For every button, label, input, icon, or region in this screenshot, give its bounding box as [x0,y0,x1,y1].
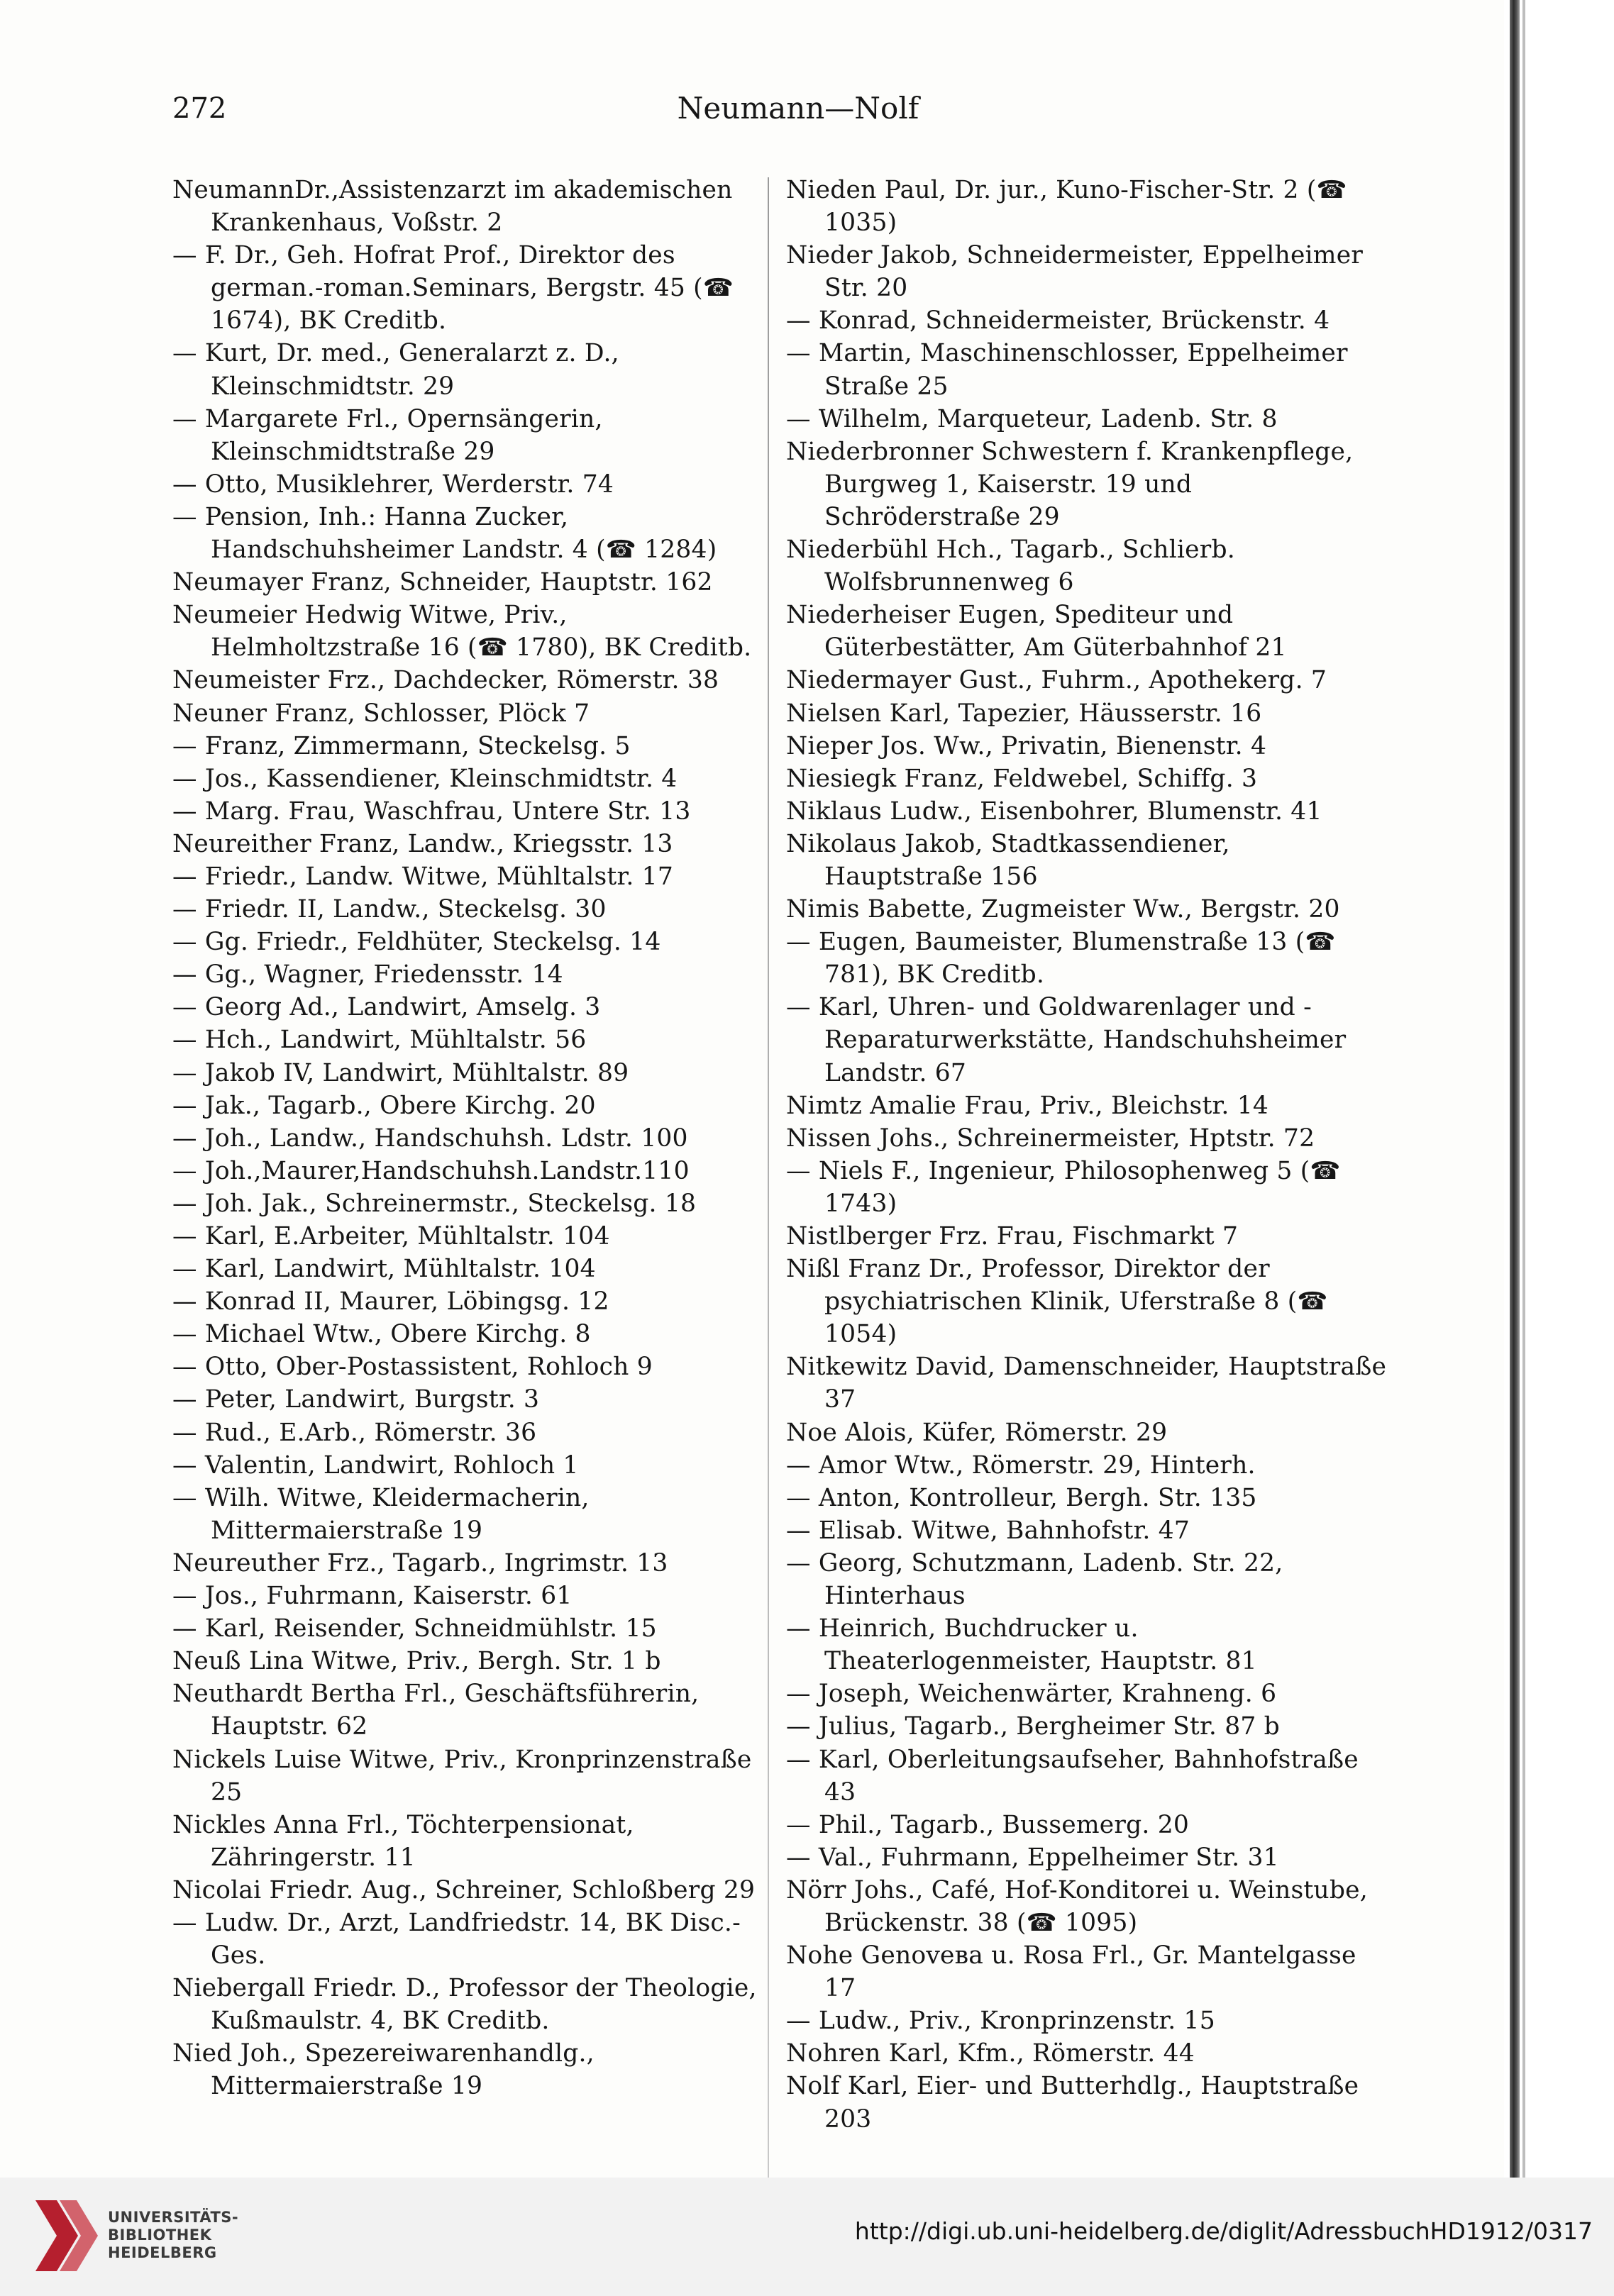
directory-entry: — Konrad II, Maurer, Löbingsg. 12 [172,1287,609,1316]
directory-entry: Nohren Karl, Kfm., Römerstr. 44 [786,2039,1195,2068]
directory-entry: Neuß Lina Witwe, Priv., Bergh. Str. 1 b [172,1647,661,1676]
directory-entry: Nickles Anna Frl., Töchterpensionat, Zähringerstr. 11 [172,1810,634,1872]
directory-entry: Niesiegk Franz, Feldwebel, Schiffg. 3 [786,764,1258,793]
directory-entry: Nielsen Karl, Tapezier, Häusserstr. 16 [786,699,1262,728]
directory-entry: — Jak., Tagarb., Obere Kirchg. 20 [172,1091,596,1120]
directory-entry: Nimtz Amalie Frau, Priv., Bleichstr. 14 [786,1091,1269,1120]
directory-entry: Nied Joh., Spezereiwarenhandlg., Mittermaierstraße 19 [172,2039,595,2101]
directory-entry: — Jos., Kassendiener, Kleinschmidtstr. 4 [172,764,678,793]
library-name-line3: HEIDELBERG [108,2244,217,2261]
directory-entry: — Val., Fuhrmann, Eppelheimer Str. 31 [786,1843,1279,1872]
directory-entry: — Jos., Fuhrmann, Kaiserstr. 61 [172,1582,573,1611]
directory-entry: Neuthardt Bertha Frl., Geschäftsführerin, Hauptstr. 62 [172,1680,700,1741]
directory-entry: — Niels F., Ingenieur, Philosophenweg 5 (☎ 1743) [786,1156,1341,1218]
scan-edge [1504,0,1614,2178]
directory-entry: — Heinrich, Buchdrucker u. Theaterlogenmeister, Hauptstr. 81 [786,1614,1257,1676]
directory-entry: Neuner Franz, Schlosser, Plöck 7 [172,699,590,728]
directory-entry: — Karl, Reisender, Schneidmühlstr. 15 [172,1614,657,1643]
library-name-line2: BIBLIOTHEK [108,2226,212,2244]
directory-entry: Nißl Franz Dr., Professor, Direktor der psychiatrischen Klinik, Uferstraße 8 (☎ 1054) [786,1255,1328,1349]
directory-entry: Nörr Johs., Café, Hof-Konditorei u. Weinstube, Brückenstr. 38 (☎ 1095) [786,1875,1368,1937]
directory-entry: — Valentin, Landwirt, Rohloch 1 [172,1451,579,1480]
directory-entry: — Joh., Landw., Handschuhsh. Ldstr. 100 [172,1124,688,1153]
directory-entry: — Joh.,Maurer,Handschuhsh.Landstr.110 [172,1156,690,1185]
directory-entry: — Gg. Friedr., Feldhüter, Steckelsg. 14 [172,928,661,957]
directory-entry: — Martin, Maschinenschlosser, Eppelheimer Straße 25 [786,339,1348,401]
directory-entry: — Eugen, Baumeister, Blumenstraße 13 (☎ 781), BK Creditb. [786,928,1336,989]
directory-entry: — Otto, Ober-Postassistent, Rohloch 9 [172,1353,653,1382]
directory-entry: Nissen Johs., Schreinermeister, Hptstr. 72 [786,1124,1315,1153]
directory-entry: — Michael Wtw., Obere Kirchg. 8 [172,1320,591,1349]
permalink-url[interactable]: http://digi.ub.uni-heidelberg.de/diglit/AdressbuchHD1912/0317 [854,2217,1593,2245]
directory-entry: Nieden Paul, Dr. jur., Kuno-Fischer-Str. 2 (☎ 1035) [786,176,1347,238]
directory-entry: — Pension, Inh.: Hanna Zucker, Handschuhsheimer Landstr. 4 (☎ 1284) [172,502,717,565]
directory-entry: Neumeister Frz., Dachdecker, Römerstr. 38 [172,666,719,695]
directory-entry: Niederbühl Hch., Tagarb., Schlierb. Wolfsbrunnenweg 6 [786,536,1235,597]
directory-entry: — F. Dr., Geh. Hofrat Prof., Direktor des german.-roman.Seminars, Bergstr. 45 (☎ 1674), BK Creditb. [172,241,734,335]
directory-entry: — Gg., Wagner, Friedensstr. 14 [172,960,563,989]
directory-entry: Niedermayer Gust., Fuhrm., Apothekerg. 7 [786,666,1327,695]
directory-entry: — Ludw., Priv., Kronprinzenstr. 15 [786,2007,1215,2036]
directory-entry: Nikolaus Jakob, Stadtkassendiener, Hauptstraße 156 [786,829,1230,891]
directory-entry: — Karl, Oberleitungsaufseher, Bahnhofstraße 43 [786,1745,1359,1807]
directory-entry: Nitkewitz David, Damenschneider, Hauptstraße 37 [786,1353,1387,1414]
running-head: Neumann—Nolf [677,91,919,126]
directory-entry: — Phil., Tagarb., Bussemerg. 20 [786,1810,1190,1839]
directory-entry: NeumannDr.,Assistenzarzt im akademischen Krankenhaus, Voßstr. 2 [172,176,733,238]
directory-entry: — Rud., E.Arb., Römerstr. 36 [172,1418,537,1447]
directory-entry: — Hch., Landwirt, Mühltalstr. 56 [172,1026,587,1055]
directory-entry: — Franz, Zimmermann, Steckelsg. 5 [172,731,631,760]
directory-entry: Nolf Karl, Eier- und Butterhdlg., Hauptstraße 203 [786,2072,1359,2134]
directory-entry: — Amor Wtw., Römerstr. 29, Hinterh. [786,1451,1256,1480]
left-column [172,174,768,2103]
directory-entry: — Elisab. Witwe, Bahnhofstr. 47 [786,1516,1190,1545]
page-number: 272 [172,92,227,125]
directory-entry: Neureuther Frz., Tagarb., Ingrimstr. 13 [172,1548,668,1577]
directory-entry: Noe Alois, Küfer, Römerstr. 29 [786,1418,1168,1447]
directory-entry: — Konrad, Schneidermeister, Brückenstr. 4 [786,306,1330,335]
scan-edge-shadow [1510,0,1520,2178]
directory-entry: Nistlberger Frz. Frau, Fischmarkt 7 [786,1222,1239,1250]
directory-entry: Nickels Luise Witwe, Priv., Kronprinzenstraße 25 [172,1745,752,1807]
library-name[interactable] [108,2209,238,2262]
column-divider [768,177,769,2192]
directory-entry: — Georg Ad., Landwirt, Amselg. 3 [172,993,601,1022]
directory-entry: Nohe Genovева u. Rosa Frl., Gr. Mantelgasse 17 [786,1941,1356,2003]
directory-entry: — Jakob IV, Landwirt, Mühltalstr. 89 [172,1058,629,1087]
directory-entry: — Joh. Jak., Schreinermstr., Steckelsg. 18 [172,1189,697,1218]
directory-entry: — Karl, E.Arbeiter, Mühltalstr. 104 [172,1222,610,1250]
directory-entry: — Wilh. Witwe, Kleidermacherin, Mittermaierstraße 19 [172,1483,590,1545]
footer-bar [0,2178,1614,2296]
directory-entry: — Karl, Landwirt, Mühltalstr. 104 [172,1255,596,1284]
directory-entry: Niklaus Ludw., Eisenbohrer, Blumenstr. 41 [786,797,1322,826]
directory-entry: Niederbronner Schwestern f. Krankenpflege, Burgweg 1, Kaiserstr. 19 und Schröderstraße 29 [786,437,1354,531]
directory-entry: — Julius, Tagarb., Bergheimer Str. 87 b [786,1712,1280,1741]
directory-entry: — Joseph, Weichenwärter, Krahneng. 6 [786,1680,1277,1709]
directory-entry: — Karl, Uhren- und Goldwarenlager und -Reparaturwerkstätte, Handschuhsheimer Landstr. 67 [786,993,1347,1087]
university-library-logo-icon [35,2200,98,2271]
directory-entry: Nieder Jakob, Schneidermeister, Eppelheimer Str. 20 [786,241,1364,303]
directory-entry: — Margarete Frl., Opernsängerin, Kleinschmidtstraße 29 [172,404,603,466]
scan-edge-line [1522,0,1525,2178]
directory-entry: Niebergall Friedr. D., Professor der Theologie, Kußmaulstr. 4, BK Creditb. [172,1974,757,2036]
directory-entry: — Peter, Landwirt, Burgstr. 3 [172,1385,540,1414]
directory-entry: Neumeier Hedwig Witwe, Priv., Helmholtzstraße 16 (☎ 1780), BK Creditb. [172,601,752,662]
directory-entry: — Kurt, Dr. med., Generalarzt z. D., Kleinschmidtstr. 29 [172,339,619,401]
directory-entry: — Wilhelm, Marqueteur, Ladenb. Str. 8 [786,404,1278,433]
right-column [786,174,1389,2136]
directory-entry: Neumayer Franz, Schneider, Hauptstr. 162 [172,568,713,597]
directory-entry: — Friedr., Landw. Witwe, Mühltalstr. 17 [172,862,673,891]
directory-entry: — Anton, Kontrolleur, Bergh. Str. 135 [786,1483,1257,1512]
library-name-line1: UNIVERSITÄTS- [108,2209,239,2226]
directory-entry: Nicolai Friedr. Aug., Schreiner, Schloßberg 29 [172,1875,756,1904]
directory-entry: Neureither Franz, Landw., Kriegsstr. 13 [172,829,673,858]
directory-entry: — Marg. Frau, Waschfrau, Untere Str. 13 [172,797,691,826]
directory-entry: — Ludw. Dr., Arzt, Landfriedstr. 14, BK Disc.-Ges. [172,1908,741,1970]
directory-entry: — Georg, Schutzmann, Ladenb. Str. 22, Hinterhaus [786,1548,1283,1611]
directory-entry: — Otto, Musiklehrer, Werderstr. 74 [172,470,614,499]
directory-entry: Nimis Babette, Zugmeister Ww., Bergstr. 20 [786,895,1340,924]
directory-entry: — Friedr. II, Landw., Steckelsg. 30 [172,895,607,924]
directory-entry: Niederheiser Eugen, Spediteur und Güterbestätter, Am Güterbahnhof 21 [786,601,1287,662]
directory-entry: Nieper Jos. Ww., Privatin, Bienenstr. 4 [786,731,1267,760]
